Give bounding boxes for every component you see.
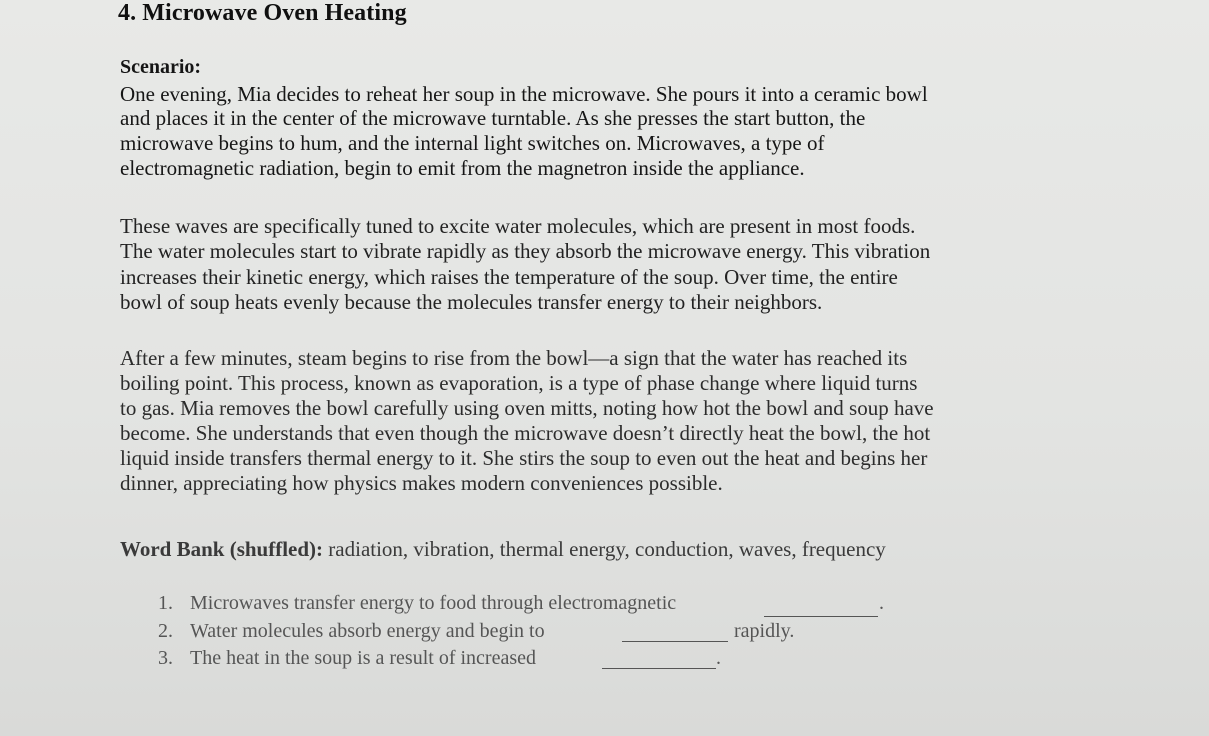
question-number: 1. <box>158 592 173 614</box>
question-1 <box>158 592 676 615</box>
text-line: These waves are specifically tuned to excite water molecules, which are present in most foods. <box>120 214 916 238</box>
text-line: electromagnetic radiation, begin to emit from the magnetron inside the appliance. <box>120 156 805 180</box>
answer-blank-2[interactable] <box>622 641 728 642</box>
text-line: dinner, appreciating how physics makes modern conveniences possible. <box>120 471 723 495</box>
text-line: microwave begins to hum, and the internal light switches on. Microwaves, a type of <box>120 131 825 155</box>
text-line: The water molecules start to vibrate rapidly as they absorb the microwave energy. This vibration <box>120 239 931 263</box>
text-line: liquid inside transfers thermal energy to it. She stirs the soup to even out the heat and begins her <box>120 446 928 470</box>
question-text: The heat in the soup is a result of increased <box>190 647 536 669</box>
question-2 <box>158 620 545 643</box>
question-3 <box>158 647 536 670</box>
scenario-heading: Scenario: <box>120 56 202 78</box>
text-line: increases their kinetic energy, which raises the temperature of the soup. Over time, the entire <box>120 265 898 289</box>
word-bank-label: Word Bank (shuffled): <box>120 537 324 561</box>
question-number: 3. <box>158 647 173 669</box>
answer-blank-3[interactable] <box>602 668 716 669</box>
question-after-text: . <box>716 647 721 669</box>
question-number: 2. <box>158 620 173 642</box>
text-line: and places it in the center of the microwave turntable. As she presses the start button, the <box>120 106 866 130</box>
text-line: One evening, Mia decides to reheat her soup in the microwave. She pours it into a ceramic bowl <box>120 82 928 106</box>
text-line: become. She understands that even though the microwave doesn’t directly heat the bowl, the hot <box>120 421 931 445</box>
word-bank-words: radiation, vibration, thermal energy, conduction, waves, frequency <box>328 537 886 561</box>
text-line: to gas. Mia removes the bowl carefully using oven mitts, noting how hot the bowl and soup have <box>120 396 934 420</box>
text-line: After a few minutes, steam begins to rise from the bowl—a sign that the water has reached its <box>120 346 908 370</box>
question-after-text: . <box>879 592 884 614</box>
question-text: Water molecules absorb energy and begin to <box>190 620 545 642</box>
text-line: bowl of soup heats evenly because the molecules transfer energy to their neighbors. <box>120 290 823 314</box>
text-line: boiling point. This process, known as evaporation, is a type of phase change where liquid turns <box>120 371 918 395</box>
question-after-text: rapidly. <box>734 620 795 642</box>
section-title: 4. Microwave Oven Heating <box>118 0 407 26</box>
question-text: Microwaves transfer energy to food through electromagnetic <box>190 592 677 614</box>
answer-blank-1[interactable] <box>764 616 878 617</box>
word-bank <box>120 537 886 562</box>
